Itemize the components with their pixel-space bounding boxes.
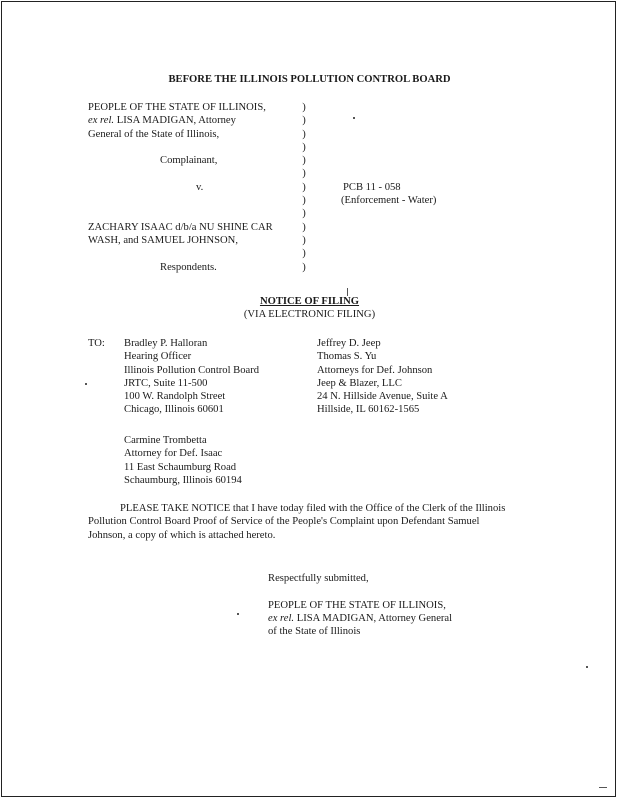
- paren: ): [302, 128, 306, 140]
- paren: ): [302, 141, 306, 153]
- recipient-isaac-attorney: [124, 434, 242, 487]
- respondent-line-1: ZACHARY ISAAC d/b/a NU SHINE CAR: [88, 221, 273, 233]
- respondent-line-2: WASH, and SAMUEL JOHNSON,: [88, 234, 238, 246]
- paren: ): [302, 234, 306, 246]
- signature-line-1: PEOPLE OF THE STATE OF ILLINOIS,: [268, 599, 446, 611]
- scan-speck: [353, 117, 355, 119]
- address-line: 24 N. Hillside Avenue, Suite A: [317, 391, 448, 403]
- to-label: TO:: [88, 338, 105, 349]
- scan-speck: [586, 666, 588, 668]
- address-line: Illinois Pollution Control Board: [124, 364, 260, 376]
- recipient-johnson-attorneys: [317, 337, 448, 417]
- scan-speck: [347, 288, 348, 296]
- address-line: Hillside, IL 60162-1565: [317, 404, 420, 416]
- board-heading: BEFORE THE ILLINOIS POLLUTION CONTROL BOARD: [168, 74, 451, 85]
- paren: ): [302, 168, 306, 180]
- signature-line-2: ex rel. LISA MADIGAN, Attorney General: [268, 612, 453, 624]
- recipient-hearing-officer: [124, 337, 259, 417]
- closing: Respectfully submitted,: [268, 573, 369, 584]
- notice-paragraph: [88, 502, 516, 542]
- address-line: 100 W. Randolph Street: [124, 391, 226, 403]
- address-line: Hearing Officer: [124, 351, 192, 363]
- paren: ): [302, 248, 306, 260]
- case-type: (Enforcement - Water): [341, 195, 437, 207]
- paren: ): [302, 181, 306, 193]
- case-identifier: [341, 181, 436, 208]
- notice-paragraph-text: PLEASE TAKE NOTICE that I have today filed with the Office of the Clerk of the Illinois Pollution Control Board Proof of Service of the People's Complaint upon Defendant Samuel Johnson, a copy of which is attached hereto.: [88, 503, 506, 541]
- scan-speck: [85, 383, 87, 385]
- address-line: Attorneys for Def. Johnson: [317, 364, 433, 376]
- address-line: Chicago, Illinois 60601: [124, 404, 224, 416]
- notice-title-block: [0, 295, 619, 322]
- caption-divider: [298, 101, 310, 274]
- address-line: Bradley P. Halloran: [124, 338, 208, 349]
- paren: ): [302, 208, 306, 220]
- scan-speck: [237, 613, 239, 615]
- address-line: Schaumburg, Illinois 60194: [124, 474, 242, 486]
- notice-title: NOTICE OF FILING: [259, 296, 360, 307]
- scan-speck: [599, 787, 607, 788]
- paren: ): [302, 261, 306, 273]
- address-line: JRTC, Suite 11-500: [124, 377, 208, 389]
- paren: ): [302, 195, 306, 207]
- versus-label: v.: [196, 181, 204, 193]
- case-number: PCB 11 - 058: [343, 182, 401, 193]
- signature-block: [268, 572, 452, 638]
- respondents-label: Respondents.: [160, 261, 217, 273]
- paren: ): [302, 155, 306, 167]
- notice-subtitle: (VIA ELECTRONIC FILING): [243, 309, 376, 321]
- paren: ): [302, 102, 306, 113]
- address-line: Attorney for Def. Isaac: [124, 448, 223, 460]
- address-line: Jeffrey D. Jeep: [317, 338, 381, 349]
- address-line: 11 East Schaumburg Road: [124, 461, 237, 473]
- address-line: Carmine Trombetta: [124, 435, 207, 446]
- paren: ): [302, 115, 306, 127]
- address-line: Jeep & Blazer, LLC: [317, 377, 402, 389]
- plaintiff-line-3: General of the State of Illinois,: [88, 128, 220, 140]
- ex-rel: ex rel.: [268, 612, 295, 624]
- signature-line-3: of the State of Illinois: [268, 626, 361, 638]
- address-line: Thomas S. Yu: [317, 351, 377, 363]
- paren: ): [302, 221, 306, 233]
- plaintiff-line-1: PEOPLE OF THE STATE OF ILLINOIS,: [88, 102, 266, 113]
- case-caption-left: [88, 101, 273, 274]
- plaintiff-line-2: ex rel. LISA MADIGAN, Attorney: [88, 115, 236, 127]
- ex-rel: ex rel.: [88, 115, 115, 127]
- complainant-label: Complainant,: [160, 155, 218, 167]
